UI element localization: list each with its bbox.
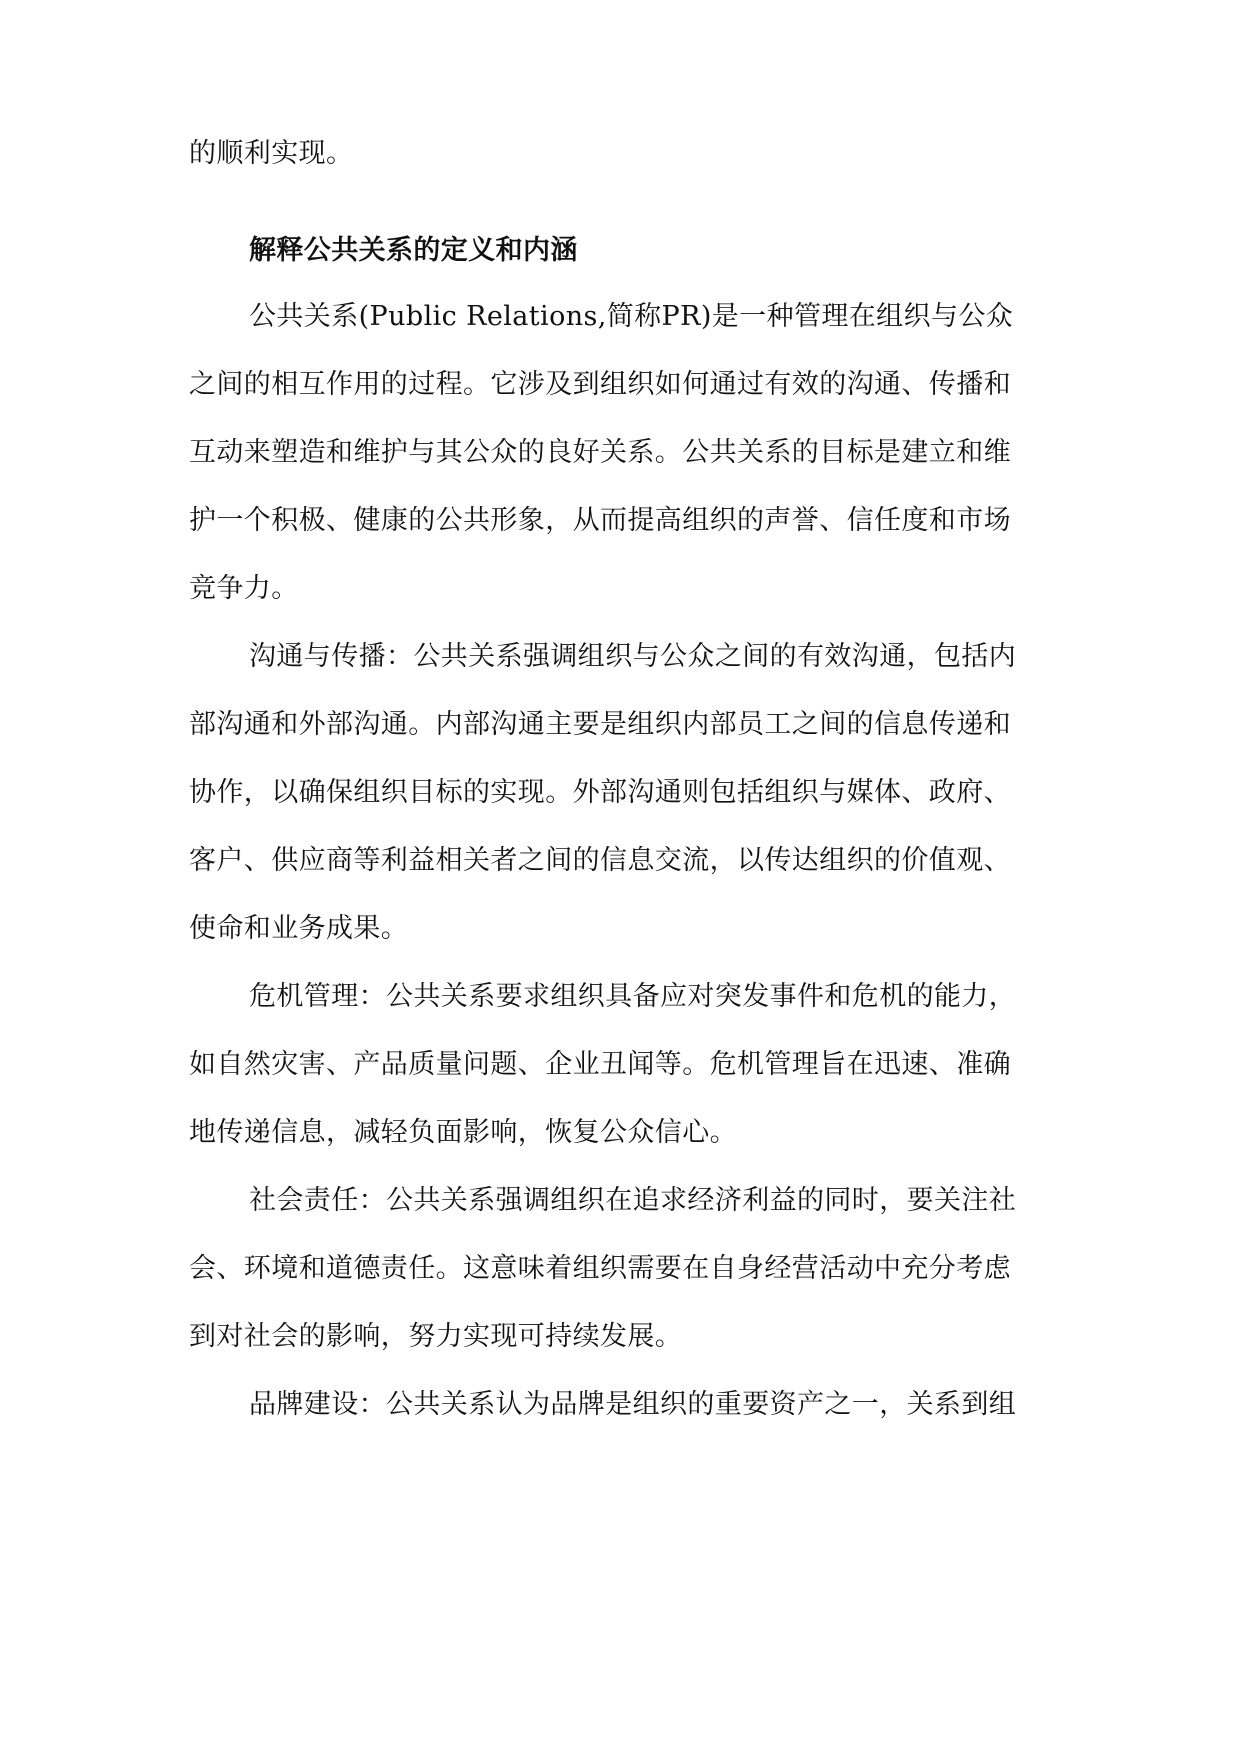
text-line: 危机管理：公共关系要求组织具备应对突发事件和危机的能力，	[249, 981, 1017, 1012]
text-line: 如自然灾害、产品质量问题、企业丑闻等。危机管理旨在迅速、准确	[189, 1049, 1011, 1080]
text-line: 之间的相互作用的过程。它涉及到组织如何通过有效的沟通、传播和	[189, 369, 1011, 400]
text-line: 客户、供应商等利益相关者之间的信息交流，以传达组织的价值观、	[189, 845, 1011, 876]
section-heading: 解释公共关系的定义和内涵	[249, 235, 578, 266]
text-line: 协作，以确保组织目标的实现。外部沟通则包括组织与媒体、政府、	[189, 777, 1011, 808]
text-line: 使命和业务成果。	[189, 913, 409, 944]
text-line: 互动来塑造和维护与其公众的良好关系。公共关系的目标是建立和维	[189, 437, 1011, 468]
text-line: 的顺利实现。	[189, 138, 354, 169]
text-line: 会、环境和道德责任。这意味着组织需要在自身经营活动中充分考虑	[189, 1253, 1011, 1284]
text-line: 到对社会的影响，努力实现可持续发展。	[189, 1321, 683, 1352]
text-line: 社会责任：公共关系强调组织在追求经济利益的同时，要关注社	[249, 1185, 1017, 1216]
text-line: 护一个积极、健康的公共形象，从而提高组织的声誉、信任度和市场	[189, 505, 1011, 536]
text-line: 公共关系(Public Relations,简称PR)是一种管理在组织与公众	[249, 301, 1014, 332]
text-line: 竞争力。	[189, 573, 299, 604]
text-line: 品牌建设：公共关系认为品牌是组织的重要资产之一，关系到组	[249, 1389, 1017, 1420]
text-line: 部沟通和外部沟通。内部沟通主要是组织内部员工之间的信息传递和	[189, 709, 1011, 740]
text-line: 地传递信息，减轻负面影响，恢复公众信心。	[189, 1117, 737, 1148]
text-line: 沟通与传播：公共关系强调组织与公众之间的有效沟通，包括内	[249, 641, 1017, 672]
